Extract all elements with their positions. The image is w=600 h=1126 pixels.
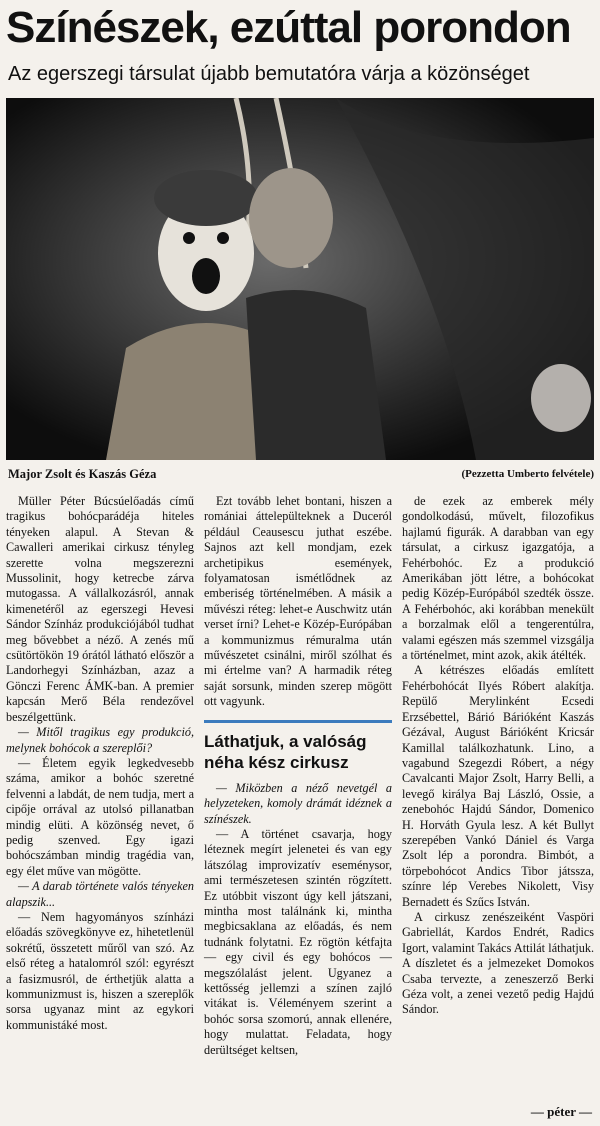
- article-paragraph: — A történet csavarja, hogy léteznek megírt jelenetei és van egy látszólag improvizatív eseménysor, ami természetesen szintén rögzített. Ez utóbbit viszont úgy kell játszani, mintha most találnánk ki, mintha megbicsaklana az előadás, és nem tudnánk folytatni. Ez rögtön kétfajta — egy civil és egy bohócos — megszólalást jelent. Ugyanez a kettősség jellemzi a színen zajló vitákat is. Véleményem szerint a bohóc sorsa szomorú, annak ellenére, hogy mulattat. Feladata, hogy derültséget keltsen,: [204, 826, 392, 1057]
- article-paragraph: Müller Péter Búcsúelőadás című tragikus bohócparádéja hiteles tényeken alapul. A Stevan & Cawalleri amerikai cirkusz tényleg szerette volna megszerezni Mussolinit, hogy ketrecbe zárva mutogassa. A vállalkozásról, annak kimenetéről az egerszegi Hevesi Sándor Színház produkciójából tudhat meg bővebbet a néző. A zenés mű csütörtökön 19 órától látható először a Landorhegyi Színházban, azaz a Gönczi Ferenc ÁMK-ban. A premier kapcsán Merő Béla rendezővel beszélgettünk.: [6, 494, 194, 724]
- article-paragraph: — Életem egyik legkedvesebb száma, amikor a bohóc szeretné felvenni a labdát, de nem tudja, mert a cipője orrával az utolsó pillanatban mindig elüti. A közönség nevet, ő pedig szenved. Egy igazi bohócszámban mindig tragédia van, egy élet műve van mögötte.: [6, 755, 194, 878]
- article-paragraph: A cirkusz zenészeiként Vaspöri Gabriellát, Kardos Endrét, Radics Igort, valamint Takács Attilát láthatjuk. A díszletet és a jelmezeket Domokos Csaba tervezte, a zeneszerző Berki Géza volt, a zenei vezető pedig Hajdú Sándor.: [402, 909, 594, 1017]
- article-column-2-bottom: [204, 781, 392, 1058]
- photo-credit: (Pezzetta Umberto felvétele): [461, 468, 594, 480]
- interview-question: — Miközben a néző nevetgél a helyzeteken, komoly drámát idéznek a színészek.: [204, 780, 392, 826]
- stage-photo-illustration: [6, 98, 594, 460]
- article-paragraph: A kétrészes előadás említett Fehérbohócát Ilyés Róbert alakítja. Repülő Merylinként Ecsedi Erzsébettel, Bárió Bárióként Kaszás Gézával, August Bárióként Kricsár Kamillal találkozhatunk. Lino, a vagabund Szegezdi Róbert, a négy Cavalcanti Major Zsolt, Harry Belli, a levegő királya Baj László, Ossie, a zenebohóc Hajdú Sándor, Domenico H. Horváth Gyula lesz. A két Bullyt szerepében Vankó Dániel és Varga Zsolt lép a porondra. Bimbót, a törpebohócot Andics Tibor játssza, színre lép Verebes Nikolett, Visy Bernadett és Szűcs István.: [402, 663, 594, 909]
- section-heading: Láthatjuk, a valóság néha kész cirkusz: [204, 720, 392, 773]
- interview-question: — A darab története valós tényeken alapszik...: [6, 879, 194, 909]
- photo-caption: Major Zsolt és Kaszás Géza: [8, 467, 157, 481]
- article-paragraph: Ezt tovább lehet bontani, hiszen a romániai áttelepülteknek a Duceról például Ceausescu juthat eszébe. Sajnos azt kell mondjam, ezek archetipikus események, folyamatosan ismétlődnek az emberiség történelmében. A másik a művészi réteg: lehet-e Auschwitz után verset írni? Lehet-e Közép-Európában a kommunizmus rémuralma után művészetet csinálni, miről szólhat és mi értelme van? A harmadik réteg saját sorsunk, minden szerep mögött ott vagyunk.: [204, 494, 392, 709]
- article-column-2-top: [204, 494, 392, 710]
- byline: — péter —: [530, 1104, 592, 1119]
- article-photo: [6, 98, 594, 460]
- headline: Színészek, ezúttal porondon: [6, 4, 571, 52]
- article-column-3: [402, 494, 594, 1018]
- article-column-2: [204, 494, 392, 1058]
- interview-question: — Mitől tragikus egy produkció, melynek bohócok a szereplői?: [6, 725, 194, 755]
- article-paragraph: de ezek az emberek mély gondolkodású, művelt, filozofikus hajlamú figurák. A darabban van egy társulat, a cirkusz igazgatója, a Fehérbohóc. Ez a produkció Amerikában jött létre, a bohócokat pedig Közép-Európából szedték össze. A Fehérbohóc, aki korábban menekült a borzalmak elől a tengerentúlra, valami egészen más szemmel vizsgálja a történelmet, mint azok, akik átélték.: [402, 494, 594, 663]
- subheadline: Az egerszegi társulat újabb bemutatóra várja a közönséget: [8, 63, 530, 85]
- article-paragraph: — Nem hagyományos színházi előadás szövegkönyve ez, hihetetlenül sokrétű, összetett műről van szó. Az első réteg a hatalomról szól: egyrészt a fasizmusról, de érthetjük alatta a kommunizmust is, hiszen a szereplők sorsa ugyanaz mint az egykori kommunistáké most.: [6, 909, 194, 1032]
- article-column-1: [6, 494, 194, 1033]
